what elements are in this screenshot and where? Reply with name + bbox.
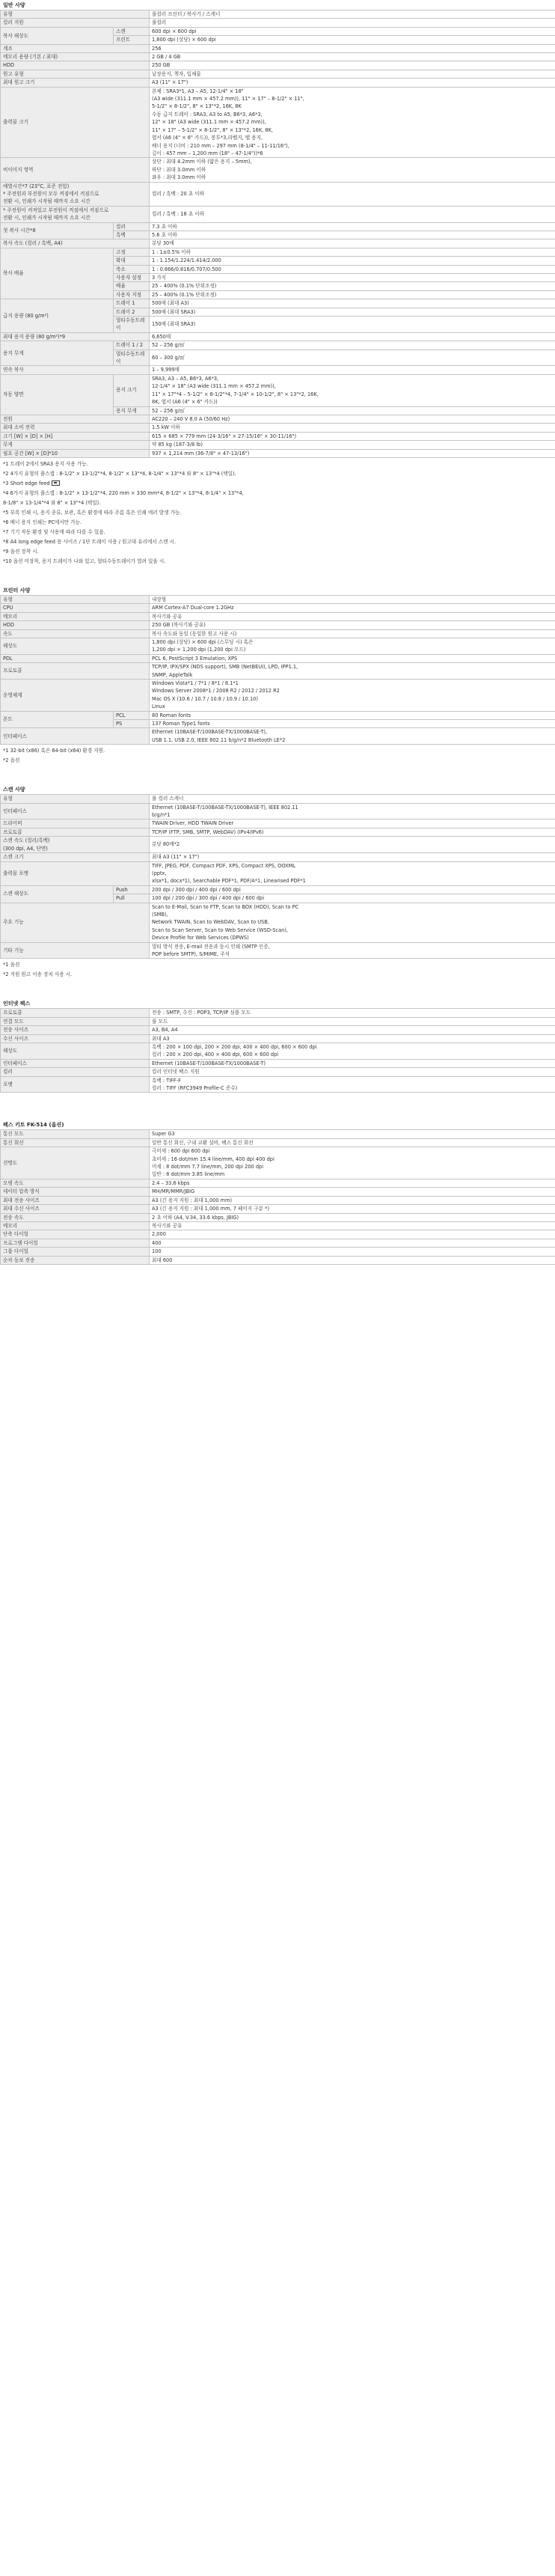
spec-value: 최대 A3 (11" × 17") [150, 853, 555, 861]
spec-row [1, 374, 555, 406]
spec-row [1, 1179, 555, 1187]
spec-value: 풀컬러 프린터 / 복사기 / 스캐너 [150, 10, 555, 19]
spec-row [1, 239, 555, 248]
spec-table [0, 1008, 555, 1093]
spec-row [1, 70, 555, 78]
spec-value: 풀 컬러 스캐너 [150, 795, 555, 803]
spec-key: 프로토콜 [1, 663, 150, 680]
section-title: 팩스 키트 FK-514 (옵션) [3, 1122, 64, 1129]
spec-value: 2 GB / 4 GB [150, 53, 555, 61]
spec-value: 7.3 초 이하 [150, 222, 555, 231]
spec-row [1, 1196, 555, 1204]
spec-key: 스캔 속도 (컬러/흑백) (300 dpi, A4, 단면) [1, 837, 150, 853]
spec-row [1, 44, 555, 52]
spec-value: PCL 6, PostScript 3 Emulation, XPS [150, 654, 555, 662]
spec-value: 분당 80매*2 [150, 837, 555, 853]
spec-value: 52 – 256 g/㎡ [150, 406, 555, 415]
spec-key: 최대 소비 전력 [1, 424, 150, 432]
spec-value: A3 (긴 용지 지원 : 최대 1,000 mm, 7 페이지 구분 *) [150, 1205, 555, 1213]
spec-value: 1 : 1±0.5% 이하 [150, 248, 555, 256]
spec-value: 복사기와 공유 [150, 612, 555, 620]
spec-value: 25 – 400% (0.1% 단위조정) [150, 282, 555, 290]
spec-key: 컬러 [1, 1068, 150, 1076]
spec-value: 500매 (최대 SRA3) [150, 308, 555, 316]
spec-subkey: 고정 [114, 248, 150, 256]
spec-row [1, 629, 555, 638]
section-title: 스캔 사양 [3, 787, 25, 793]
spec-subkey: 확대 [114, 257, 150, 265]
spec-row [1, 424, 555, 432]
spec-row [1, 861, 555, 885]
paper-feed-icon [52, 480, 60, 486]
spec-row [1, 1205, 555, 1213]
spec-value: 100 [150, 1248, 555, 1256]
spec-row [1, 1256, 555, 1264]
spec-key: 프로토콜 [1, 828, 150, 836]
spec-key: 모뎀 속도 [1, 1179, 150, 1187]
spec-value: 500매 (최대 A3) [150, 299, 555, 308]
spec-key: 수신 사이즈 [1, 1034, 150, 1043]
spec-row [1, 1130, 555, 1138]
spec-subkey: 흑백 [114, 231, 150, 239]
spec-row [1, 341, 555, 350]
spec-key: 연결 모드 [1, 1017, 150, 1025]
spec-row [1, 182, 555, 206]
spec-row [1, 663, 555, 680]
spec-subkey: 프린트 [114, 36, 150, 44]
footnote: 8-1/8" × 13-1/4"*4 와 8" × 13"*4 (택일). [3, 499, 101, 506]
spec-key: 스캔 해상도 [1, 885, 114, 903]
spec-row [1, 158, 555, 182]
section-spacer [0, 1093, 555, 1121]
spec-value: 2 초 이하 (A4, V.34, 33.6 kbps, JBIG) [150, 1213, 555, 1221]
spec-subkey: PS [114, 720, 150, 728]
spec-row [1, 903, 555, 942]
spec-row [1, 332, 555, 341]
spec-row [1, 711, 555, 719]
spec-row [1, 1034, 555, 1043]
spec-value: 컬러 / 흑백 : 20 초 이하 [150, 182, 555, 206]
spec-value: 1 : 1.154/1.224/1.414/2.000 [150, 257, 555, 265]
spec-value: 2,000 [150, 1230, 555, 1239]
spec-row [1, 1239, 555, 1247]
spec-table [0, 794, 555, 959]
spec-row [1, 885, 555, 894]
footnote: *3 Short edge feed [3, 479, 555, 489]
spec-key: 계조 [1, 44, 150, 52]
spec-key: 크기 [W] × [D] × [H] [1, 432, 150, 440]
section-title: 일반 사양 [3, 2, 25, 8]
spec-value: 약 85 kg (187-3/8 lb) [150, 441, 555, 449]
spec-key: 첫 복사 시간*8 [1, 222, 114, 239]
spec-row [1, 1068, 555, 1076]
spec-key: 출력물 포맷 [1, 861, 150, 885]
section-title: 인터넷 팩스 [3, 1001, 31, 1007]
spec-row [1, 1076, 555, 1093]
spec-key: 복사 배율 [1, 248, 114, 299]
spec-key: 최대 원고 크기 [1, 79, 150, 87]
spec-row [1, 1026, 555, 1034]
spec-value: 컬러 / 흑백 : 18 초 이하 [150, 206, 555, 222]
spec-row [1, 27, 555, 35]
spec-value: 분당 30매 [150, 239, 555, 248]
spec-value: SRA3, A3 – A5, B6*3, A6*3, 12-1/4" × 18" (A3 wide (311.1 mm × 457.2 mm)), 11" × 17"*4 – 5-1/2" × 8-1/2"*4, 7-1/4" × 10-1/2", 8" × 13"*2, 16K, 8K, 엽서 (A6 (4" × 6" 카드)) [150, 374, 555, 406]
spec-key: 출력물 크기 [1, 87, 150, 158]
spec-value: 최대 A3 [150, 1034, 555, 1043]
spec-row [1, 942, 555, 959]
spec-value: 1.5 kW 이하 [150, 424, 555, 432]
spec-key: 인터페이스 [1, 803, 150, 820]
spec-row [1, 1147, 555, 1179]
spec-key: 최대 용지 용량 (80 g/m²)*9 [1, 332, 150, 341]
spec-subkey: 트레이 1 / 2 [114, 341, 150, 350]
footnotes [3, 960, 555, 980]
spec-key: 인터페이스 [1, 728, 150, 745]
spec-row [1, 19, 555, 27]
spec-key: 전원 [1, 415, 150, 423]
spec-row [1, 441, 555, 449]
spec-key: 스캔 크기 [1, 853, 150, 861]
spec-key: 자동 양면 [1, 374, 114, 415]
spec-row [1, 853, 555, 861]
spec-row [1, 795, 555, 803]
spec-value: 5.6 초 이하 [150, 231, 555, 239]
spec-row [1, 1213, 555, 1221]
spec-value: Super G3 [150, 1130, 555, 1138]
spec-value: Scan to E-Mail, Scan to FTP, Scan to BOX (HDD), Scan to PC (SMB), Network TWAIN, Scan to WebDAV, Scan to USB, Scan to Scan Server, Scan to Web Service (WSD-Scan), Device Profile for Web Services (DPWS) [150, 903, 555, 942]
footnote: *5 부록 인쇄 시, 용지 종류, 보관, 혹은 환경에 따라 주름 혹은 인쇄 에러 발생 가능. [3, 509, 182, 516]
spec-key: HDD [1, 61, 150, 70]
spec-row [1, 728, 555, 745]
spec-value: 최대 600 [150, 1256, 555, 1264]
section-spacer [0, 1265, 555, 1293]
spec-key: 전송 사이즈 [1, 1026, 150, 1034]
spec-row [1, 415, 555, 423]
spec-value: Ethernet (10BASE-T/100BASE-TX/1000BASE-T), USB 1.1, USB 2.0, IEEE 802.11 b/g/n*2 Bluetooth LE*2 [150, 728, 555, 745]
spec-row [1, 449, 555, 457]
spec-value: 일반 통신 회선, 구내 교환 설비, 팩스 통신 회선 [150, 1138, 555, 1147]
spec-row [1, 612, 555, 620]
spec-value: A3, B4, A4 [150, 1026, 555, 1034]
spec-value: 6,650매 [150, 332, 555, 341]
spec-key: 복사 해상도 [1, 27, 114, 44]
footnote: *8 A4 long edge feed 용 사이즈 / 1단 트레이 사용 / 원고대 유리에서 스캔 시. [3, 538, 177, 545]
spec-key: 컬러 지원 [1, 19, 150, 27]
spec-table [0, 595, 555, 745]
spec-subkey: PCL [114, 711, 150, 719]
spec-value: 256 [150, 44, 555, 52]
spec-value: 1 – 9,999매 [150, 366, 555, 374]
spec-row [1, 828, 555, 836]
spec-key: 해상도 [1, 1043, 150, 1060]
spec-key: 메모리 [1, 1221, 150, 1230]
spec-row [1, 837, 555, 853]
spec-value: 150매 (최대 SRA3) [150, 317, 555, 333]
footnote: *7 기기 작동 환경 및 사용에 따라 다를 수 있음. [3, 528, 105, 535]
spec-value: 1 : 0.866/0.816/0.707/0.500 [150, 265, 555, 273]
footnotes [3, 746, 555, 766]
spec-value: Ethernet (10BASE-T/100BASE-TX/1000BASE-T) [150, 1059, 555, 1067]
spec-value: 풀 모드 [150, 1017, 555, 1025]
spec-value: 600 dpi × 600 dpi [150, 27, 555, 35]
spec-value: 풀컬러 [150, 19, 555, 27]
spec-key: 연속 복사 [1, 366, 150, 374]
footnote: *2 옵션 [3, 757, 20, 764]
spec-key: 유형 [1, 595, 150, 603]
spec-value: 2.4 – 33.6 kbps [150, 1179, 555, 1187]
spec-subkey: 축소 [114, 265, 150, 273]
spec-key: HDD [1, 621, 150, 629]
spec-row [1, 1009, 555, 1017]
spec-key: 주요 기능 [1, 903, 150, 942]
spec-key: 인터페이스 [1, 1059, 150, 1067]
spec-value: 400 [150, 1239, 555, 1247]
spec-value: 137 Roman Type1 fonts [150, 720, 555, 728]
spec-value: 컬러 인터넷 팩스 지원 [150, 1068, 555, 1076]
spec-subkey: Push [114, 885, 150, 894]
spec-row [1, 1248, 555, 1256]
spec-value: 60 – 300 g/㎡ [150, 350, 555, 366]
spec-key: 원고 유형 [1, 70, 150, 78]
section-spacer [0, 567, 555, 587]
spec-row [1, 654, 555, 662]
footnote: *10 옵션 미장착, 용지 트레이가 나와 있고, 멀티수동트레이가 열려 있을 시. [3, 558, 166, 564]
spec-value: TWAIN Driver, HDD TWAIN Driver [150, 820, 555, 828]
spec-subkey: 용지 크기 [114, 374, 150, 406]
footnote: *2 지원 원고 이송 장치 사용 시. [3, 971, 73, 978]
spec-key: 최대 전송 사이즈 [1, 1196, 150, 1204]
spec-row [1, 206, 555, 222]
spec-subkey: 트레이 1 [114, 299, 150, 308]
spec-key: 유형 [1, 795, 150, 803]
spec-key: 프로토콜 [1, 1009, 150, 1017]
spec-subkey: 멀티수동트레이 [114, 350, 150, 366]
spec-value: 상단 : 최대 4.2mm 이하 (얇은 용지 – 5mm), 하단 : 최대 3.0mm 이하 좌우 : 최대 3.0mm 이하 [150, 158, 555, 182]
spec-row [1, 1043, 555, 1060]
spec-value: 흑백 : TIFF-F 컬러 : TIFF (RFC3949 Profile-C 준수) [150, 1076, 555, 1093]
spec-value: 80 Roman fonts [150, 711, 555, 719]
spec-value: A3 (11" × 17") [150, 79, 555, 87]
spec-key: 최대 수신 사이즈 [1, 1205, 150, 1213]
spec-row [1, 1188, 555, 1196]
spec-key: 선명도 [1, 1147, 150, 1179]
spec-key: 메모리 [1, 612, 150, 620]
spec-subkey: 사용자 설정 [114, 274, 150, 282]
spec-value: 200 dpi / 300 dpi / 400 dpi / 600 dpi [150, 885, 555, 894]
spec-row [1, 366, 555, 374]
spec-subkey: Pull [114, 894, 150, 903]
spec-key: 해상도 [1, 638, 150, 654]
footnote: *1 32-bit (x86) 혹은 64-bit (x64) 환경 지원. [3, 748, 105, 754]
spec-value: 250 GB [150, 61, 555, 70]
footnote: *2 4가지 유형의 풀스캡 : 8-1/2" × 13-1/2"*4, 8-1/2" × 13"*4, 8-1/4" × 13"*4 와 8" × 13"*4 (택일). [3, 470, 236, 477]
spec-value: 615 × 685 × 779 mm (24-3/16" × 27-15/16" × 30-11/16") [150, 432, 555, 440]
spec-row [1, 604, 555, 612]
spec-value: 100 dpi / 200 dpi / 300 dpi / 400 dpi / 600 dpi [150, 894, 555, 903]
footnote: *1 옵션 [3, 962, 20, 968]
spec-value: ARM Cortex-A7 Dual-core 1.2GHz [150, 604, 555, 612]
footnote: *9 옵션 장착 시. [3, 548, 39, 555]
spec-key: 유형 [1, 10, 150, 19]
spec-value: 복사 속도와 동일 (동일한 원고 사용 시) [150, 629, 555, 638]
section-spacer [0, 766, 555, 786]
footnote: *4 6가지 유형의 풀스캡 : 8-1/2" × 13-1/2"*4, 220 mm × 330 mm*4, 8-1/2" × 13"*4, 8-1/4" × 13"*4, [3, 489, 244, 496]
spec-row [1, 299, 555, 308]
spec-key: 단축 다이얼 [1, 1230, 150, 1239]
spec-subkey: 스캔 [114, 27, 150, 35]
spec-key: 데이터 압축 방식 [1, 1188, 150, 1196]
spec-subkey: 컬러 [114, 222, 150, 231]
spec-row [1, 680, 555, 712]
spec-value: 본체 : SRA3*1, A3 – A5, 12-1/4" × 18" (A3 wide (311.1 mm × 457.2 mm)), 11" × 17" – 8-1/2" × 11", 5-1/2" × 8-1/2", 8" × 13"*2, 16K, 8K 수동 급지 트레이 : SRA3, A3 to A5, B6*3, A6*3, 12" × 18" (A3 wide (311.1 mm × 457.2 mm)), 11" × 17" – 5-1/2" × 8-1/2", 8" × 13"*2, 16K, 8K, 엽서 (A6 (4" × 6" 카드)), 봉투*3,라벨지, 탭 용지, 배너 용지 (너비 : 210 mm – 297 mm (8-1/4" – 11-11/16"), 길이 : 457 mm – 1,200 mm (18" – 47-1/4"))*6 [150, 87, 555, 158]
spec-row [1, 432, 555, 440]
spec-row [1, 803, 555, 820]
spec-key: 예열시간*7 (23°C, 표준 전압) * 주전원과 부전원이 모두 꺼짐에서 켜짐으로 전환 시, 인쇄가 시작될 때까지 소요 시간 [1, 182, 150, 206]
footnote: *1 트레이 2에서 SRA3 용지 사용 가능. [3, 460, 88, 467]
spec-row [1, 1059, 555, 1067]
spec-value: 3 가지 [150, 274, 555, 282]
spec-value: TIFF, JPEG, PDF, Compact PDF, XPS, Compact XPS, OOXML (pptx, xlsx*1, docx*1), Searchable PDF*1, PDF/A*1, Linearised PDF*1 [150, 861, 555, 885]
spec-row [1, 820, 555, 828]
spec-key: 필요 공간 [W] × [D]*10 [1, 449, 150, 457]
spec-subkey: 배율 [114, 282, 150, 290]
spec-row [1, 87, 555, 158]
section-spacer [0, 980, 555, 1000]
spec-subkey: 멀티수동트레이 [114, 317, 150, 333]
spec-key: 포맷 [1, 1076, 150, 1093]
spec-key: 운영체계 [1, 680, 150, 712]
spec-value: 내장형 [150, 595, 555, 603]
spec-value: 극미세 : 600 dpi 600 dpi 초미세 : 16 dot/mm 15.4 line/mm, 400 dpi 400 dpi 미세 : 8 dot/mm 7.7 line/mm, 200 dpi 200 dpi 일반 : 8 dot/mm 3.85 line/mm [150, 1147, 555, 1179]
spec-value: Ethernet (10BASE-T/100BASE-TX/1000BASE-T), IEEE 802.11 b/g/n*1 [150, 803, 555, 820]
spec-subkey: 트레이 2 [114, 308, 150, 316]
spec-table [0, 1129, 555, 1265]
spec-value: Windows Vista*1 / 7*1 / 8*1 / 8.1*1 Windows Server 2008*1 / 2008 R2 / 2012 / 2012 R2 Mac OS X (10.6 / 10.7 / 10.8 / 10.9 / 10.10) Linux [150, 680, 555, 712]
spec-value: 52 – 256 g/㎡ [150, 341, 555, 350]
spec-row [1, 621, 555, 629]
spec-value: TCP/IP (FTP, SMB, SMTP, WebDAV) (IPv4/IPv6) [150, 828, 555, 836]
spec-row [1, 595, 555, 603]
spec-key: 그룹 다이얼 [1, 1248, 150, 1256]
spec-value: 1,800 dpi (상당) × 600 dpi [150, 36, 555, 44]
spec-key: 복사 속도 (컬러 / 흑백, A4) [1, 239, 150, 248]
spec-value: AC220 – 240 V 8.0 A (50/60 Hz) [150, 415, 555, 423]
spec-table [0, 10, 555, 458]
spec-key: 프로그램 다이얼 [1, 1239, 150, 1247]
spec-value: 낱장용지, 책자, 입체물 [150, 70, 555, 78]
spec-value: 25 – 400% (0.1% 단위조정) [150, 290, 555, 299]
spec-key: 속도 [1, 629, 150, 638]
spec-value: 흑백 : 200 × 100 dpi, 200 × 200 dpi, 400 × 400 dpi, 600 × 600 dpi 컬러 : 200 × 200 dpi, 400 × 400 dpi, 600 × 600 dpi [150, 1043, 555, 1060]
spec-key: 통신 회선 [1, 1138, 150, 1147]
spec-value: 멀티 방식 전송, E-mail 전송과 동시 인쇄 (SMTP 인증, POP before SMTP), S/MIME, 주석 [150, 942, 555, 959]
spec-key: 용지 무게 [1, 341, 114, 366]
spec-key: 비이미지 영역 [1, 158, 150, 182]
spec-key: 급지 용량 (80 g/m²) [1, 299, 114, 333]
spec-row [1, 79, 555, 87]
spec-key: 드라이버 [1, 820, 150, 828]
spec-row [1, 1221, 555, 1230]
spec-value: 전송 : SMTP, 수신 : POP3, TCP/IP 심플 모드 [150, 1009, 555, 1017]
spec-key: 무게 [1, 441, 150, 449]
spec-row [1, 1138, 555, 1147]
section-title: 프린터 사양 [3, 587, 31, 593]
spec-row [1, 248, 555, 256]
spec-value: 1,800 dpi (상당) × 600 dpi (스무딩 시) 혹은 1,200 dpi × 1,200 dpi (1,200 dpi 모드) [150, 638, 555, 654]
spec-key: 메모리 용량 (기본 / 최대) [1, 53, 150, 61]
spec-key: * 주전원이 켜져있고 부전원이 꺼짐에서 켜짐으로 전환 시, 인쇄가 시작될 때까지 소요 시간 [1, 206, 150, 222]
spec-key: 폰트 [1, 711, 114, 728]
footnotes [3, 460, 555, 567]
spec-value: TCP/IP, IPX/SPX (NDS support), SMB (NetBEUI), LPD, IPP1.1, SNMP, AppleTalk [150, 663, 555, 680]
spec-value: 복사기와 공유 [150, 1221, 555, 1230]
footnote: *6 배너 용지 인쇄는 PC에서만 가능. [3, 519, 82, 525]
spec-row [1, 638, 555, 654]
spec-subkey: 용지 무게 [114, 406, 150, 415]
spec-row [1, 222, 555, 231]
spec-key: PDL [1, 654, 150, 662]
spec-key: 통신 모드 [1, 1130, 150, 1138]
spec-subkey: 사용자 지정 [114, 290, 150, 299]
spec-value: MH/MR/MMR/JBIG [150, 1188, 555, 1196]
spec-row [1, 1230, 555, 1239]
spec-value: 937 × 1,214 mm (36-7/8" × 47-13/16") [150, 449, 555, 457]
spec-row [1, 61, 555, 70]
spec-row [1, 1017, 555, 1025]
spec-value: A3 (긴 용지 지원 : 최대 1,000 mm) [150, 1196, 555, 1204]
spec-key: 기타 기능 [1, 942, 150, 959]
spec-key: 순차 동보 전송 [1, 1256, 150, 1264]
spec-row [1, 10, 555, 19]
spec-key: CPU [1, 604, 150, 612]
spec-row [1, 53, 555, 61]
spec-key: 전송 속도 [1, 1213, 150, 1221]
spec-value: 250 GB (복사기와 공유) [150, 621, 555, 629]
